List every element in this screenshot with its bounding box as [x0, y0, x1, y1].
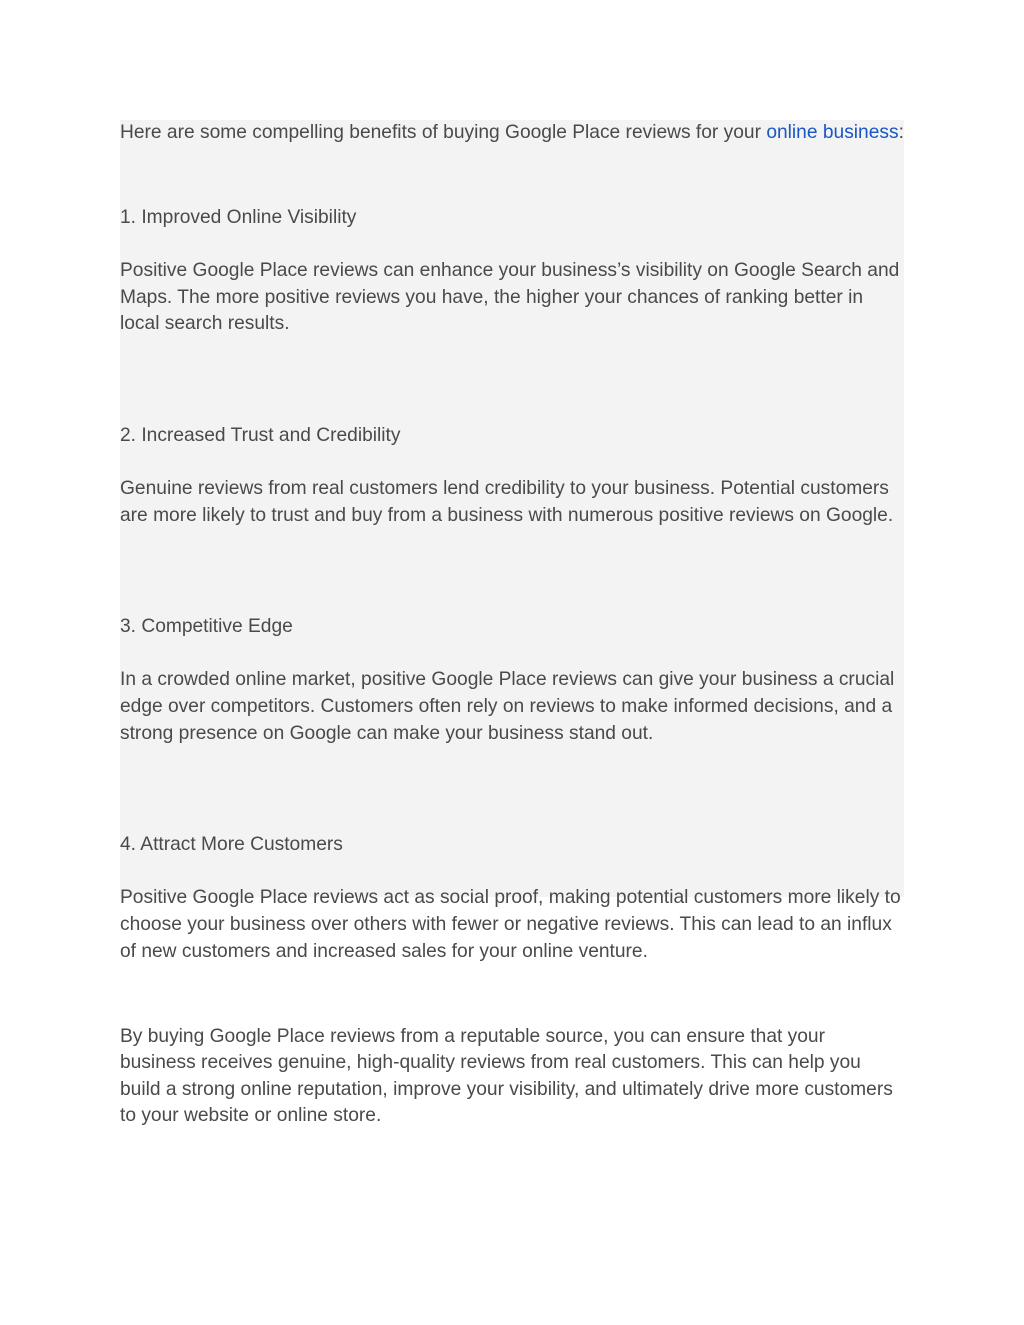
section-heading: 4. Attract More Customers [120, 834, 343, 856]
section-visibility [120, 178, 904, 364]
section-trust [120, 396, 904, 556]
section-body: In a crowded online market, positive Google Place reviews can give your business a crucial edge over competitors. Customers often rely on reviews to make informed decisions, and a strong presence on Google can make your business stand out. [120, 669, 895, 744]
section-heading: 1. Improved Online Visibility [120, 206, 357, 228]
intro-text: Here are some compelling benefits of buying Google Place reviews for your [120, 122, 767, 143]
section-attract-customers [120, 806, 904, 992]
intro-paragraph [120, 120, 904, 147]
section-heading: 3. Competitive Edge [120, 616, 293, 638]
section-body: Positive Google Place reviews act as social proof, making potential customers more likely to choose your business over others with fewer or negative reviews. This can lead to an influx of new customers and increased sales for your online venture. [120, 887, 901, 962]
section-heading: 2. Increased Trust and Credibility [120, 424, 401, 446]
online-business-link[interactable]: online business [766, 122, 899, 143]
section-body: Positive Google Place reviews can enhance your business’s visibility on Google Search and Maps. The more positive reviews you have, the higher your chances of ranking better in local search results. [120, 260, 900, 335]
section-body: Genuine reviews from real customers lend credibility to your business. Potential customers are more likely to trust and buy from a business with numerous positive reviews on Google. [120, 478, 894, 526]
intro-colon: : [898, 122, 904, 143]
section-competitive-edge [120, 588, 904, 774]
content-panel [120, 120, 904, 1127]
document-text [120, 120, 904, 1130]
conclusion-paragraph: By buying Google Place reviews from a reputable source, you can ensure that your business receives genuine, high-quality reviews from real customers. This can help you build a strong online reputation, improve your visibility, and ultimately drive more customers to your website or online store. [120, 1025, 893, 1127]
